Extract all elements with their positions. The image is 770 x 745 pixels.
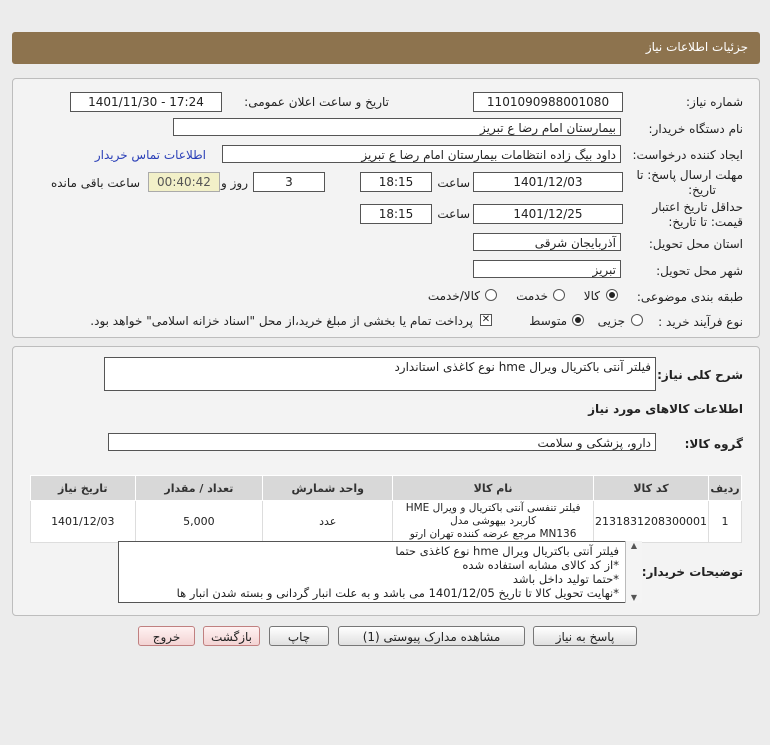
need-number-field[interactable]: 1101090988001080	[473, 92, 623, 112]
city-field[interactable]: تبریز	[473, 260, 621, 278]
col-date: تاریخ نیاز	[31, 476, 136, 501]
print-button[interactable]: چاپ	[269, 626, 329, 646]
buyer-org-label: نام دستگاه خریدار:	[648, 122, 743, 136]
contact-buyer-link[interactable]: اطلاعات تماس خریدار	[94, 148, 206, 162]
notes-scrollbar[interactable]	[625, 541, 642, 603]
cell-qty: 5,000	[135, 501, 263, 543]
process-option-medium: متوسط	[529, 314, 567, 328]
category-radio-goods-service[interactable]	[485, 289, 497, 301]
goods-section-title: اطلاعات کالاهای مورد نیاز	[588, 402, 743, 416]
province-label: استان محل تحویل:	[648, 237, 743, 251]
days-label: روز و	[221, 176, 248, 190]
back-button[interactable]: بازگشت	[203, 626, 260, 646]
reply-button[interactable]: پاسخ به نیاز	[533, 626, 637, 646]
col-code: کد کالا	[594, 476, 709, 501]
validity-label-1: حداقل تاریخ اعتبار	[652, 200, 743, 214]
buyer-org-field[interactable]: بیمارستان امام رضا ع تبریز	[173, 118, 621, 136]
cell-name-line2: MN136 مرجع عرضه کننده تهران ارتو	[409, 528, 577, 540]
attachments-button[interactable]: مشاهده مدارک پیوستی (1)	[338, 626, 525, 646]
remaining-label: ساعت باقی مانده	[50, 176, 140, 190]
col-row: ردیف	[709, 476, 742, 501]
goods-group-field[interactable]: دارو، پزشکی و سلامت	[108, 433, 656, 451]
category-radio-goods[interactable]	[606, 289, 618, 301]
category-label: طبقه بندی موضوعی:	[636, 290, 743, 304]
goods-group-label: گروه کالا:	[684, 437, 743, 451]
days-field[interactable]: 3	[253, 172, 325, 192]
process-radio-medium[interactable]	[572, 314, 584, 326]
cell-name-line1: فیلتر تنفسی آنتی باکتریال و ویرال HME کاربرد بیهوشی مدل	[405, 502, 581, 527]
cell-date: 1401/12/03	[31, 501, 136, 543]
deadline-label-2: تاریخ:	[688, 183, 716, 197]
page-title: جزئیات اطلاعات نیاز	[645, 40, 748, 54]
remaining-time-field: 00:40:42	[148, 172, 220, 192]
validity-date-field[interactable]: 1401/12/25	[473, 204, 623, 224]
city-label: شهر محل تحویل:	[656, 264, 743, 278]
province-field[interactable]: آذربایجان شرقی	[473, 233, 621, 251]
deadline-label-1: مهلت ارسال پاسخ: تا	[636, 168, 743, 182]
payment-note: پرداخت تمام یا بخشی از مبلغ خرید،از محل "اسناد خزانه اسلامی" خواهد بود.	[90, 314, 473, 328]
summary-field[interactable]: فیلتر آنتی باکتریال ویرال hme نوع کاغذی استاندارد	[104, 357, 656, 391]
deadline-time-field[interactable]: 18:15	[360, 172, 432, 192]
cell-unit: عدد	[263, 501, 393, 543]
cell-name	[393, 501, 594, 543]
announce-label: تاریخ و ساعت اعلان عمومی:	[244, 95, 389, 109]
summary-label: شرح کلی نیاز:	[657, 368, 743, 382]
col-unit: واحد شمارش	[263, 476, 393, 501]
note-line: *نهایت تحویل کالا تا تاریخ 1401/12/05 می باشد و به علت انبار گردانی و بسته شدن انبار ها	[176, 586, 619, 600]
note-line: *از کد کالای مشابه استفاده شده	[462, 558, 619, 572]
process-label: نوع فرآیند خرید :	[658, 315, 743, 329]
category-option-goods: کالا	[583, 289, 600, 303]
creator-label: ایجاد کننده درخواست:	[632, 148, 743, 162]
cell-row: 1	[709, 501, 742, 543]
cell-code: 2131831208300001	[594, 501, 709, 543]
exit-button[interactable]: خروج	[138, 626, 195, 646]
scroll-down-icon[interactable]: ▼	[630, 593, 638, 602]
col-qty: تعداد / مقدار	[135, 476, 263, 501]
scroll-up-icon[interactable]: ▲	[630, 541, 638, 550]
creator-field[interactable]: داود بیگ زاده انتظامات بیمارستان امام رضا ع تبریز	[222, 145, 621, 163]
page-header	[12, 32, 760, 64]
need-number-label: شماره نیاز:	[686, 95, 743, 109]
validity-label-2: قیمت: تا تاریخ:	[668, 215, 743, 229]
process-option-minor: جزیی	[597, 314, 625, 328]
validity-time-field[interactable]: 18:15	[360, 204, 432, 224]
category-option-goods-service: کالا/خدمت	[427, 289, 480, 303]
goods-table-header	[31, 476, 742, 501]
validity-time-label: ساعت	[437, 207, 470, 221]
payment-checkbox[interactable]: ✕	[481, 314, 491, 325]
process-radio-minor[interactable]	[631, 314, 643, 326]
note-line: فیلتر آنتی باکتریال ویرال hme نوع کاغذی حتما	[395, 544, 619, 558]
category-option-service: خدمت	[516, 289, 548, 303]
deadline-date-field[interactable]: 1401/12/03	[473, 172, 623, 192]
buyer-notes-label: توضیحات خریدار:	[641, 565, 743, 579]
announce-field[interactable]: 1401/11/30 - 17:24	[70, 92, 222, 112]
category-radio-service[interactable]	[553, 289, 565, 301]
col-name: نام کالا	[393, 476, 594, 501]
buyer-notes-field[interactable]	[118, 541, 642, 603]
note-line: *حتما تولید داخل باشد	[512, 572, 619, 586]
deadline-time-label: ساعت	[437, 176, 470, 190]
goods-table	[30, 475, 742, 543]
table-row[interactable]	[31, 501, 742, 543]
